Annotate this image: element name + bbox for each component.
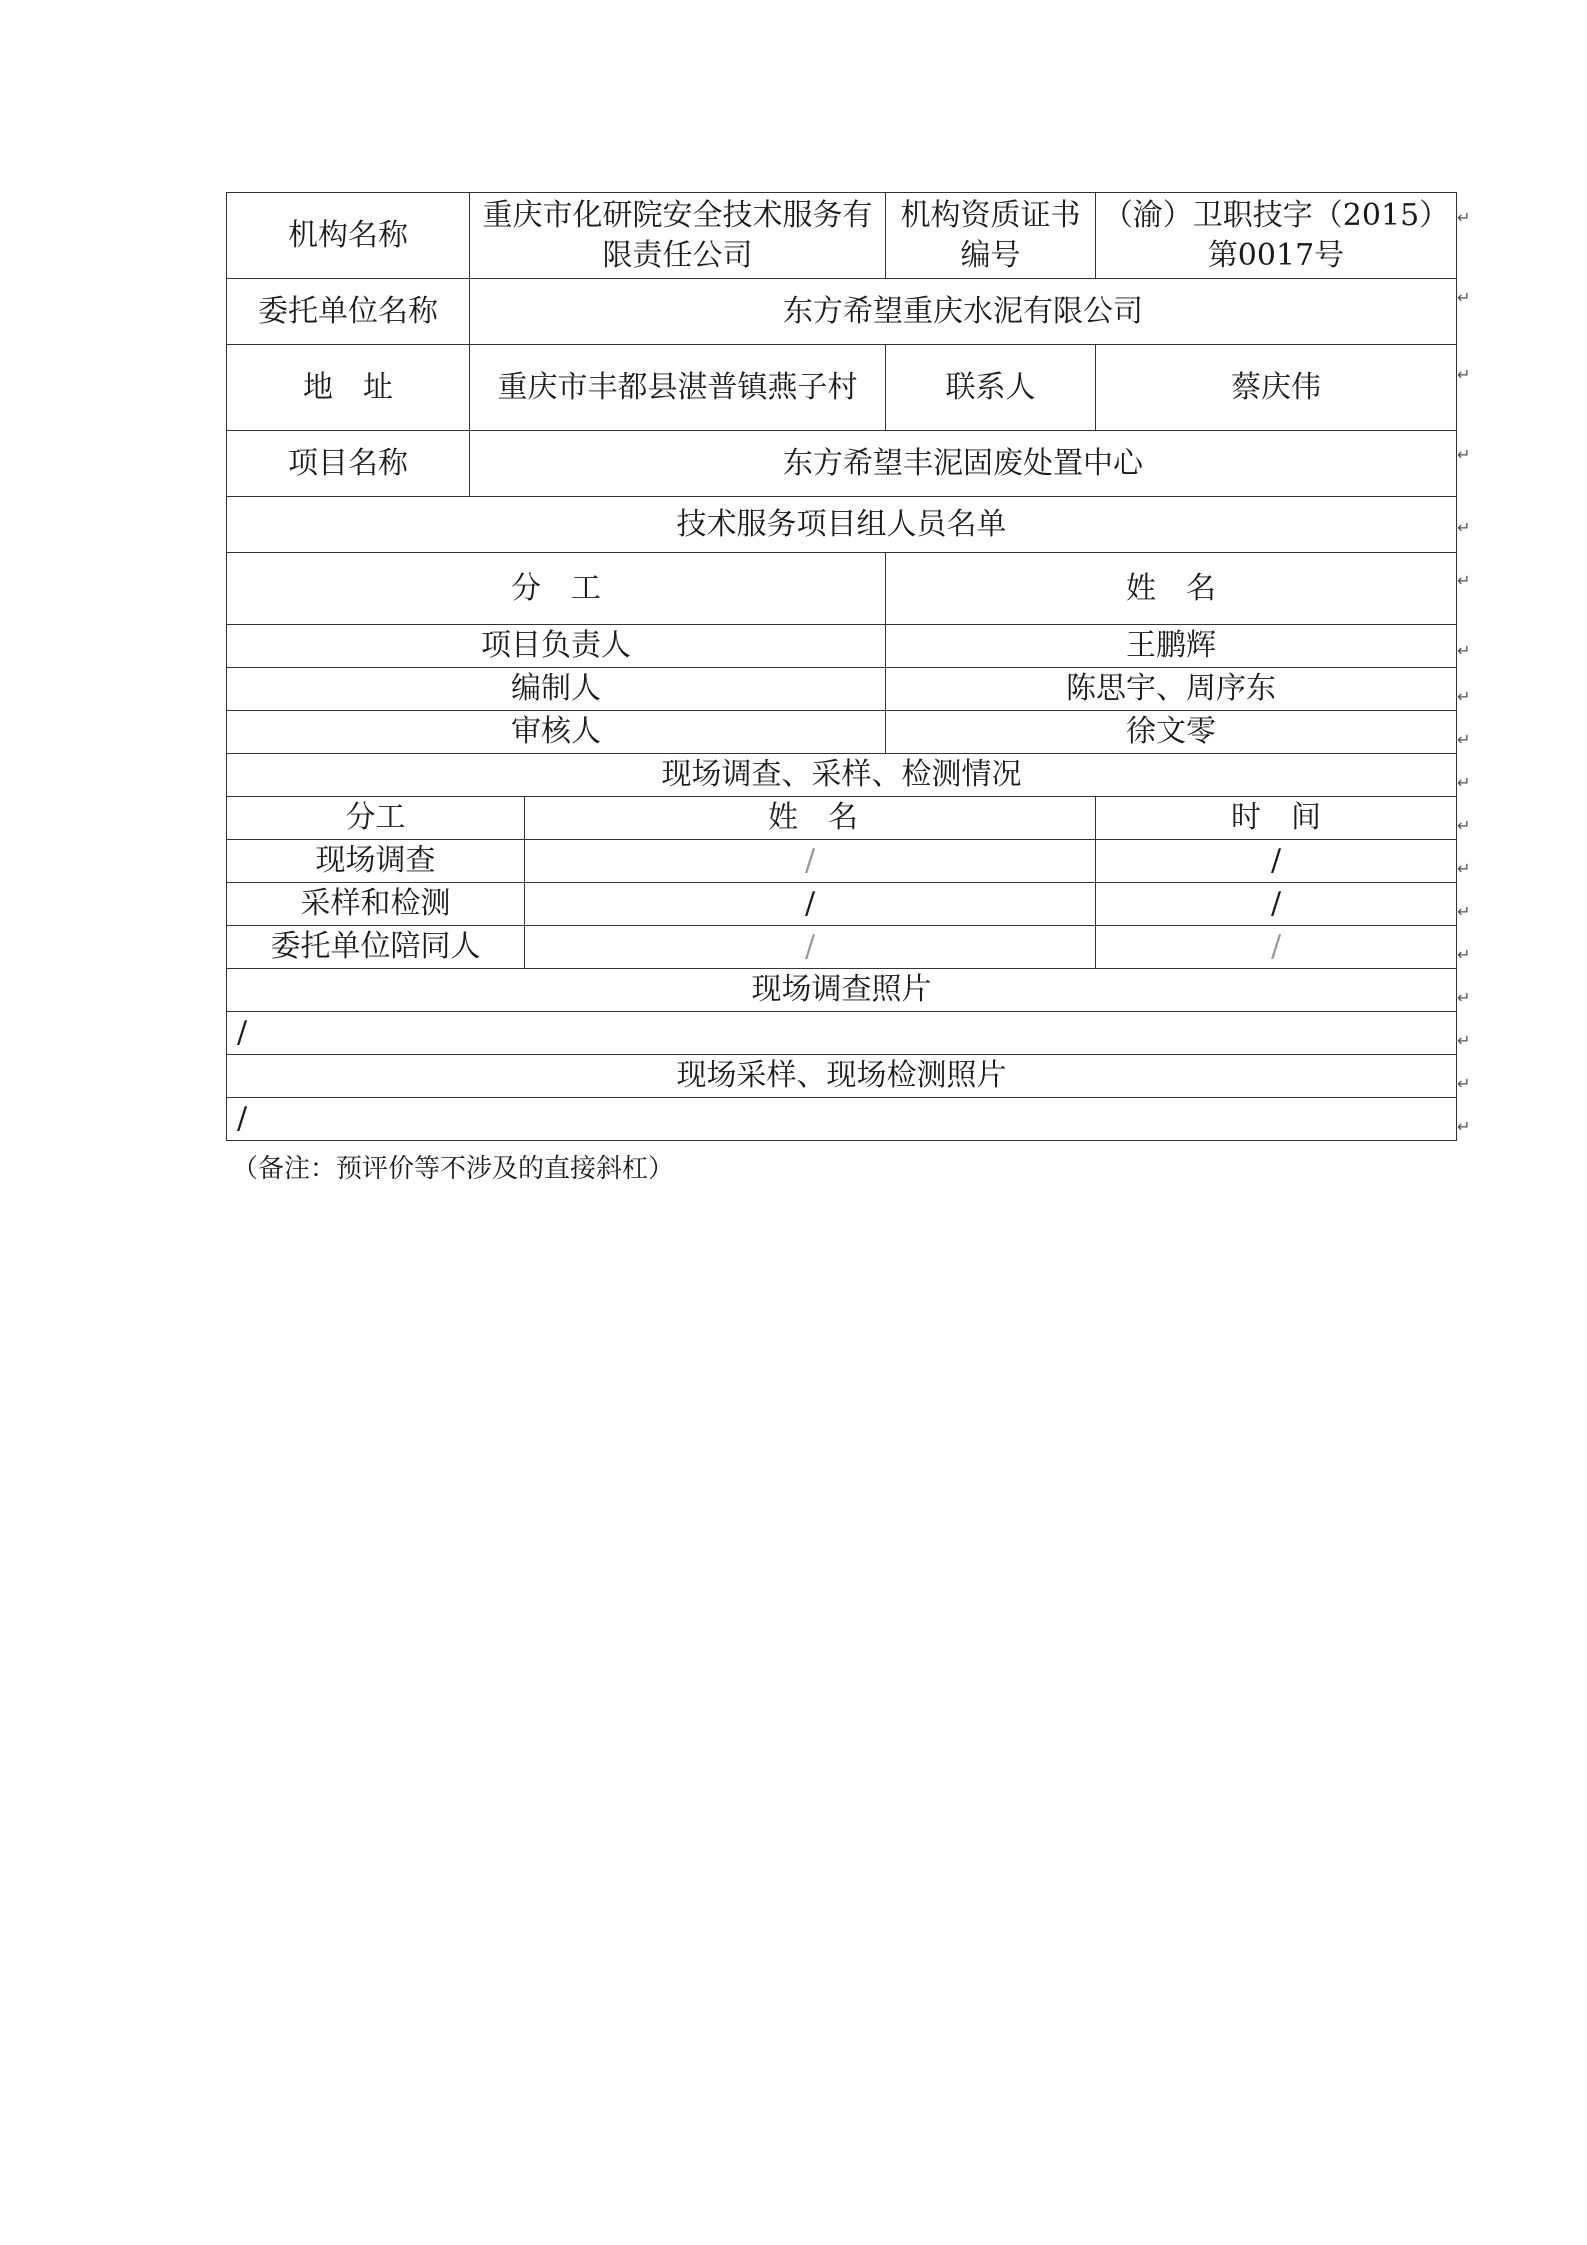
team-name-header: 姓 名 bbox=[886, 553, 1457, 625]
survey-time: / bbox=[1096, 926, 1457, 969]
survey-role: 委托单位陪同人 bbox=[227, 926, 525, 969]
cert-number-label: 机构资质证书编号 bbox=[886, 193, 1096, 279]
paragraph-mark: ↵ bbox=[1457, 208, 1471, 227]
paragraph-mark: ↵ bbox=[1457, 1074, 1471, 1093]
paragraph-mark: ↵ bbox=[1457, 1031, 1471, 1050]
survey-time: / bbox=[1096, 840, 1457, 883]
paragraph-mark: ↵ bbox=[1457, 1117, 1471, 1136]
paragraph-mark: ↵ bbox=[1457, 945, 1471, 964]
survey-name: / bbox=[525, 883, 1096, 926]
project-label: 项目名称 bbox=[227, 431, 470, 497]
team-role: 审核人 bbox=[227, 711, 886, 754]
sampling-photo-title-row bbox=[227, 1055, 1457, 1098]
survey-photo-value: / bbox=[227, 1012, 1457, 1055]
team-row bbox=[227, 625, 1457, 668]
paragraph-mark: ↵ bbox=[1457, 988, 1471, 1007]
institution-name-label: 机构名称 bbox=[227, 193, 470, 279]
survey-time-header: 时 间 bbox=[1096, 797, 1457, 840]
team-header-row bbox=[227, 553, 1457, 625]
sampling-photo-title: 现场采样、现场检测照片 bbox=[227, 1055, 1457, 1098]
paragraph-mark: ↵ bbox=[1457, 365, 1471, 384]
paragraph-mark: ↵ bbox=[1457, 859, 1471, 878]
survey-photo-title-row bbox=[227, 969, 1457, 1012]
cert-number-value: （渝）卫职技字（2015）第0017号 bbox=[1096, 193, 1457, 279]
survey-name: / bbox=[525, 840, 1096, 883]
address-label: 地 址 bbox=[227, 345, 470, 431]
client-value: 东方希望重庆水泥有限公司 bbox=[470, 279, 1457, 345]
survey-row bbox=[227, 840, 1457, 883]
sampling-photo-value: / bbox=[227, 1098, 1457, 1141]
project-value: 东方希望丰泥固废处置中心 bbox=[470, 431, 1457, 497]
client-row bbox=[227, 279, 1457, 345]
project-row bbox=[227, 431, 1457, 497]
paragraph-mark: ↵ bbox=[1457, 687, 1471, 706]
contact-value: 蔡庆伟 bbox=[1096, 345, 1457, 431]
institution-row bbox=[227, 193, 1457, 279]
survey-role: 采样和检测 bbox=[227, 883, 525, 926]
survey-photo-row bbox=[227, 1012, 1457, 1055]
team-name: 王鹏辉 bbox=[886, 625, 1457, 668]
team-title: 技术服务项目组人员名单 bbox=[227, 497, 1457, 553]
paragraph-mark: ↵ bbox=[1457, 518, 1471, 537]
survey-title: 现场调查、采样、检测情况 bbox=[227, 754, 1457, 797]
survey-time: / bbox=[1096, 883, 1457, 926]
paragraph-mark: ↵ bbox=[1457, 773, 1471, 792]
survey-title-row bbox=[227, 754, 1457, 797]
team-row bbox=[227, 711, 1457, 754]
survey-role-header: 分工 bbox=[227, 797, 525, 840]
survey-photo-title: 现场调查照片 bbox=[227, 969, 1457, 1012]
address-row bbox=[227, 345, 1457, 431]
team-role-header: 分 工 bbox=[227, 553, 886, 625]
contact-label: 联系人 bbox=[886, 345, 1096, 431]
paragraph-mark: ↵ bbox=[1457, 730, 1471, 749]
paragraph-mark: ↵ bbox=[1457, 902, 1471, 921]
team-role: 项目负责人 bbox=[227, 625, 886, 668]
address-value: 重庆市丰都县湛普镇燕子村 bbox=[470, 345, 886, 431]
survey-row bbox=[227, 883, 1457, 926]
survey-name: / bbox=[525, 926, 1096, 969]
team-name: 徐文零 bbox=[886, 711, 1457, 754]
paragraph-mark: ↵ bbox=[1457, 641, 1471, 660]
paragraph-mark: ↵ bbox=[1457, 571, 1471, 590]
team-row bbox=[227, 668, 1457, 711]
team-name: 陈思宇、周序东 bbox=[886, 668, 1457, 711]
paragraph-mark: ↵ bbox=[1457, 445, 1471, 464]
paragraph-mark: ↵ bbox=[1457, 288, 1471, 307]
client-label: 委托单位名称 bbox=[227, 279, 470, 345]
survey-row bbox=[227, 926, 1457, 969]
team-title-row bbox=[227, 497, 1457, 553]
service-record-table bbox=[226, 192, 1457, 1141]
paragraph-mark: ↵ bbox=[1457, 816, 1471, 835]
survey-name-header: 姓 名 bbox=[525, 797, 1096, 840]
footnote: （备注：预评价等不涉及的直接斜杠） bbox=[232, 1154, 675, 1184]
survey-header-row bbox=[227, 797, 1457, 840]
institution-name-value: 重庆市化研院安全技术服务有限责任公司 bbox=[470, 193, 886, 279]
sampling-photo-row bbox=[227, 1098, 1457, 1141]
survey-role: 现场调查 bbox=[227, 840, 525, 883]
team-role: 编制人 bbox=[227, 668, 886, 711]
